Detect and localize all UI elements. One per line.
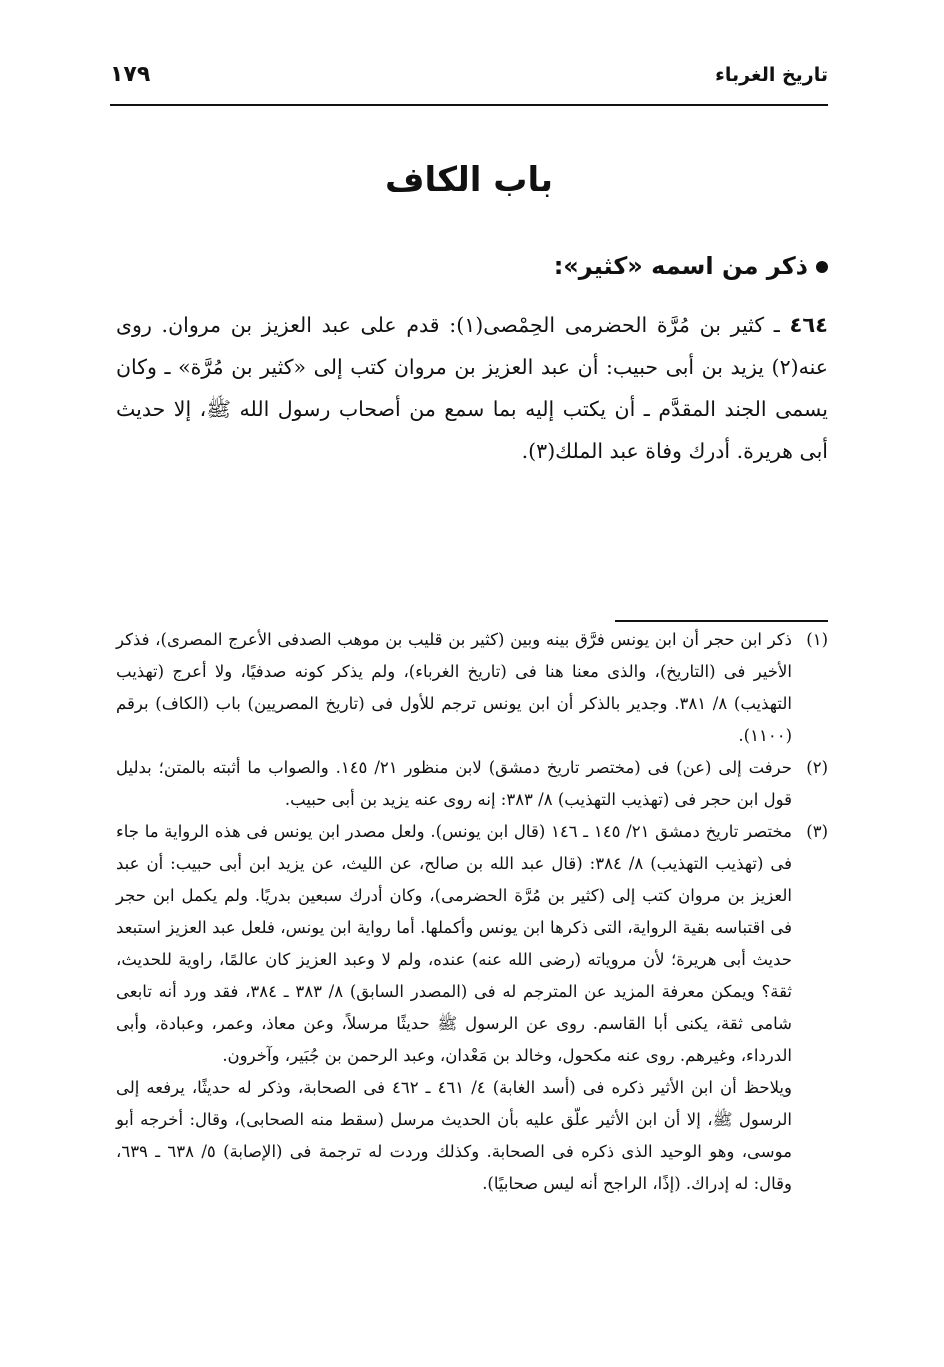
entry-text: ـ كثير بن مُرَّة الحضرمى الحِمْصى(١): قدم على عبد العزيز بن مروان. روى عنه(٢) يزيد بن أبى حبيب: أن عبد العزيز بن مروان كتب إلى «كثير بن مُرَّة» ـ وكان يسمى الجند المقدَّم ـ أن يكتب إليه بما سمع من أصحاب رسول الله ﷺ، إلا حديث أبى هريرة. أدرك وفاة عبد الملك(٣). [116, 313, 828, 463]
footnotes [116, 624, 828, 1200]
running-title: تاريخ الغرباء [715, 64, 828, 86]
section-heading-text: ذكر من اسمه «كثير»: [553, 252, 808, 280]
footnote-text: حرفت إلى (عن) فى (مختصر تاريخ دمشق) لابن منظور ٢١/ ١٤٥. والصواب ما أثبته بالمتن؛ بدليل قول ابن حجر فى (تهذيب التهذيب) ٨/ ٣٨٣: إنه روى عنه يزيد بن أبى حبيب. [116, 758, 792, 809]
footnote [116, 816, 828, 1072]
footnote-continuation [116, 1072, 828, 1200]
footnote-text: ويلاحظ أن ابن الأثير ذكره فى (أسد الغابة) ٤/ ٤٦١ ـ ٤٦٢ فى الصحابة، وذكر له حديثًا، يرفعه إلى الرسول ﷺ، إلا أن ابن الأثير علّق عليه بأن الحديث مرسل (سقط منه الصحابى)، وقال: أخرجه أبو موسى، وهو الوحيد الذى ذكره فى الصحابة. وكذلك وردت له ترجمة فى (الإصابة) ٥/ ٦٣٨ ـ ٦٣٩، وقال: له إدراك. (إذًا، الراجح أنه ليس صحابيًا). [116, 1078, 792, 1193]
footnote [116, 624, 828, 752]
footnote [116, 752, 828, 816]
footnote-mark: (٣) [806, 822, 828, 841]
chapter-title: باب الكاف [385, 160, 553, 200]
footnote-mark: (٢) [806, 758, 828, 777]
footnote-rule [615, 620, 828, 622]
footnote-text: مختصر تاريخ دمشق ٢١/ ١٤٥ ـ ١٤٦ (قال ابن يونس). ولعل مصدر ابن يونس فى هذه الرواية ما جاء فى (تهذيب التهذيب) ٨/ ٣٨٤: (قال عبد الله بن صالح، عن الليث، عن يزيد ابن أبى حبيب: أن عبد العزيز بن مروان كتب إلى (كثير بن مُرَّة الحضرمى)، وكان أدرك سبعين بدريًا. ولم يكمل ابن حجر فى اقتباسه بقية الرواية، التى ذكرها ابن يونس وأكملها. أما رواية ابن يونس، فلعل عبد العزيز استبعد حديث أبى هريرة؛ لأن مروياته (رضى الله عنه) عنده، ولم لا وعبد العزيز كان عالمًا، راوية للحديث، ثقة؟ ويمكن معرفة المزيد عن المترجم له فى (المصدر السابق) ٨/ ٣٨٣ ـ ٣٨٤، فقد ورد أنه تابعى شامى ثقة، يكنى أبا القاسم. روى عن الرسول ﷺ حديثًا مرسلاً، وعن معاذ، وعمر، وعبادة، وأبى الدرداء، وغيرهم. روى عنه مكحول، وخالد بن مَعْدان، وعبد الرحمن بن جُبَير، وآخرون. [116, 822, 793, 1065]
page-number: ١٧٩ [110, 62, 151, 87]
section-heading [554, 252, 828, 280]
header-rule [110, 104, 828, 106]
page-header [110, 62, 828, 100]
entry-number: ٤٦٤ [789, 313, 828, 337]
biography-entry [116, 304, 828, 472]
footnote-text: ذكر ابن حجر أن ابن يونس فرَّق بينه وبين (كثير بن قليب بن موهب الصدفى الأعرج المصرى)، فذكر الأخير فى (التاريخ)، والذى معنا هنا فى (تاريخ الغرباء)، ولم يذكر كونه صدفيًا، ولا أعرج (تهذيب التهذيب) ٨/ ٣٨١. وجدير بالذكر أن ابن يونس ترجم للأول فى (تاريخ المصريين) باب (الكاف) برقم (١١٠٠). [116, 630, 792, 745]
footnote-mark: (١) [806, 630, 828, 649]
bullet-icon [816, 261, 828, 273]
